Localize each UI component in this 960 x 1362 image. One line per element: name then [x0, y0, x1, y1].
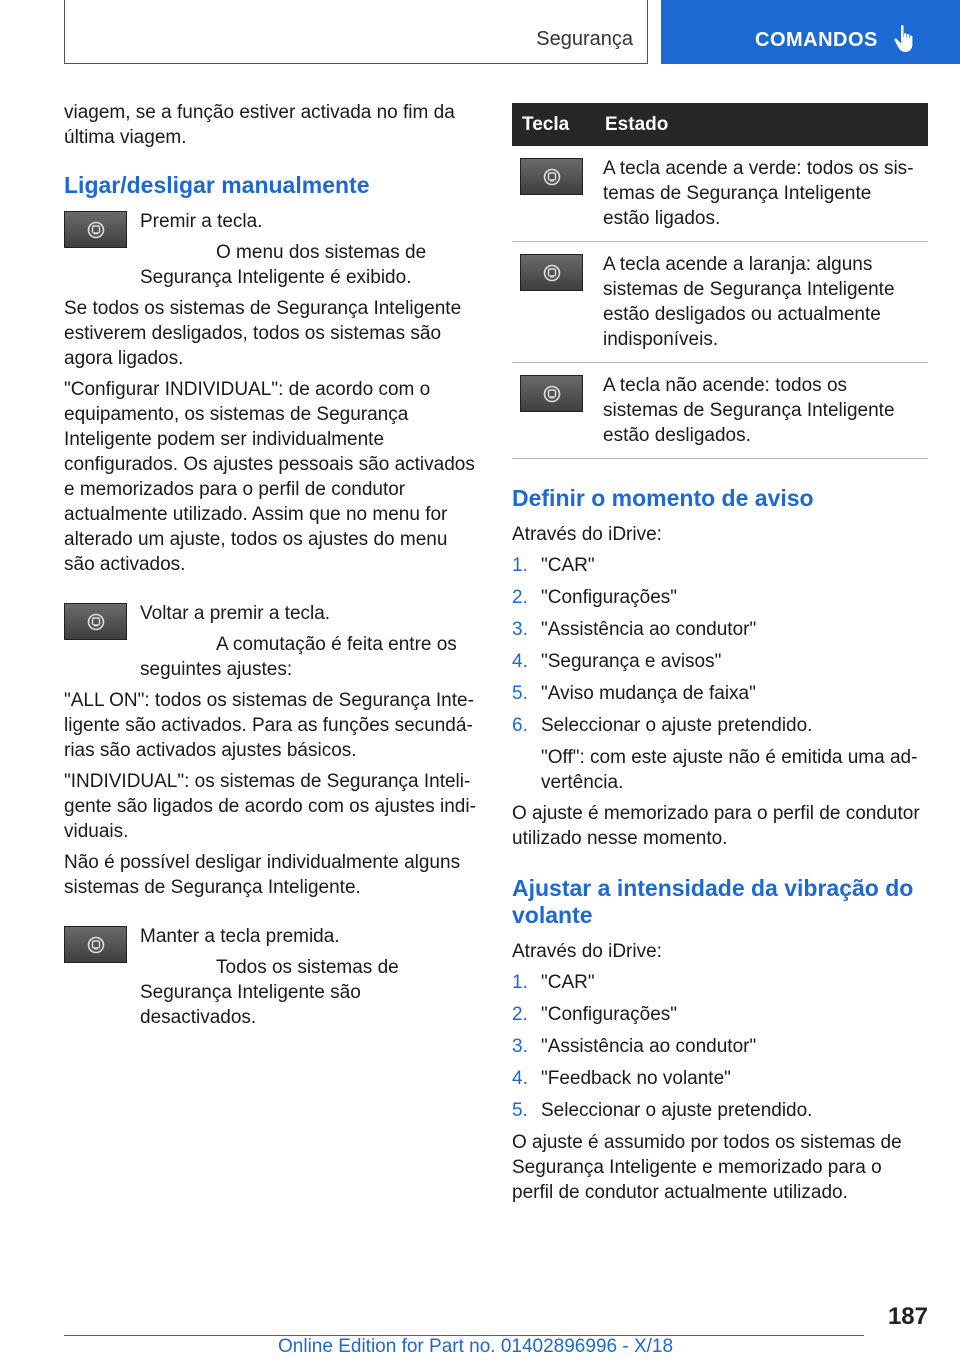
safety-button-icon — [64, 603, 127, 640]
off-note: "Off": com este ajuste não é emitida uma advertência. — [541, 747, 918, 793]
table-header-status: Estado — [595, 103, 928, 146]
list-item: 5. "Aviso mudança de faixa" — [512, 683, 756, 704]
press-again-block — [64, 601, 476, 682]
vibration-steps-list — [512, 970, 928, 1123]
key-status-table — [512, 103, 928, 459]
all-off-paragraph: Se todos os sistemas de Segurança Inteligente estiverem desligados, todos os sistemas são agora ligados. — [64, 298, 462, 369]
press-key-block — [64, 209, 476, 290]
table-cell-status: A tecla não acende: todos os sistemas de Segurança Inteligente estão desligados. — [595, 363, 928, 459]
header-section-title: Segurança — [536, 28, 633, 50]
table-header-row — [512, 103, 928, 146]
table-cell-status: A tecla acende a verde: todos os sistemas de Segurança Inteligente estão ligados. — [595, 146, 928, 242]
toggle-text: A comutação é feita entre os seguintes ajustes: — [140, 634, 457, 680]
hold-key-block — [64, 924, 476, 1030]
saved-note-1: O ajuste é memorizado para o perfil de condutor utilizado nesse momento. — [512, 803, 920, 849]
warning-steps-list — [512, 553, 928, 738]
not-possible-paragraph: Não é possível desligar individualmente alguns sistemas de Segurança Inteligente. — [64, 852, 461, 898]
header-chapter-title: COMANDOS — [755, 29, 878, 51]
heading-manual-toggle: Ligar/desligar manualmente — [64, 172, 370, 198]
footer-edition: Online Edition for Part no. 01402896996 - X/18 — [278, 1336, 674, 1357]
pointing-hand-icon — [893, 24, 917, 54]
safety-button-icon — [520, 254, 583, 291]
saved-note-2: O ajuste é assumido por todos os sistemas de Segurança Inteligente e memorizado para o perfil de condutor actualmente utilizado. — [512, 1132, 902, 1203]
list-item: 4. "Feedback no volante" — [512, 1068, 731, 1089]
list-item: 1. "CAR" — [512, 972, 595, 993]
via-idrive-text: Através do iDrive: — [512, 941, 662, 962]
left-column — [64, 100, 476, 1036]
via-idrive-text: Através do iDrive: — [512, 524, 662, 545]
list-item: 5. Seleccionar o ajuste pretendido. — [512, 1100, 813, 1121]
safety-button-icon — [520, 158, 583, 195]
list-item: 1. "CAR" — [512, 555, 595, 576]
all-deactivated-text: Todos os sistemas de Segurança Inteligente são desactivados. — [140, 957, 399, 1028]
header-chapter-tab[interactable] — [661, 0, 960, 64]
safety-button-icon — [520, 375, 583, 412]
configure-individual-paragraph: "Configurar INDIVIDUAL": de acordo com o equipamento, os sistemas de Segurança Inteligente podem ser individualmente configurados. Os ajustes pessoais são activados e memorizados para o perfil de condutor actualmente utilizado. Assim que no menu for alterado um ajuste, todos os ajustes do menu são activados. — [64, 379, 475, 575]
right-column — [512, 103, 928, 1211]
list-item: 3. "Assistência ao condutor" — [512, 1036, 757, 1057]
press-key-text: Premir a tecla. — [140, 211, 263, 232]
intro-paragraph: viagem, se a função estiver activada no fim da última viagem. — [64, 102, 455, 148]
safety-button-icon — [64, 211, 127, 248]
page-number: 187 — [887, 1303, 928, 1330]
hold-key-text: Manter a tecla premida. — [140, 926, 340, 947]
menu-shown-text: O menu dos sistemas de Segurança Inteligente é exibido. — [140, 242, 427, 288]
list-item: 2. "Configurações" — [512, 587, 678, 608]
heading-vibration: Ajustar a intensidade da vibração do volante — [512, 875, 914, 928]
list-item: 4. "Segurança e avisos" — [512, 651, 722, 672]
table-row — [512, 242, 928, 363]
safety-button-icon — [64, 926, 127, 963]
table-cell-status: A tecla acende a laranja: alguns sistemas de Segurança Inteligente estão desligados ou actualmente indisponíveis. — [595, 242, 928, 363]
list-item: 3. "Assistência ao condutor" — [512, 619, 757, 640]
press-again-text: Voltar a premir a tecla. — [140, 603, 331, 624]
list-item: 6. Seleccionar o ajuste pretendido. — [512, 715, 813, 736]
individual-paragraph: "INDIVIDUAL": os sistemas de Segurança Inteligente são ligados de acordo com os ajustes individuais. — [64, 771, 476, 842]
header-section-box — [64, 0, 648, 64]
list-item: 2. "Configurações" — [512, 1004, 678, 1025]
table-row — [512, 363, 928, 459]
all-on-paragraph: "ALL ON": todos os sistemas de Segurança Inteligente são activados. Para as funções secundárias são activados ajustes básicos. — [64, 690, 474, 761]
table-header-key: Tecla — [512, 103, 595, 146]
heading-warning-time: Definir o momento de aviso — [512, 485, 814, 511]
table-row — [512, 146, 928, 242]
